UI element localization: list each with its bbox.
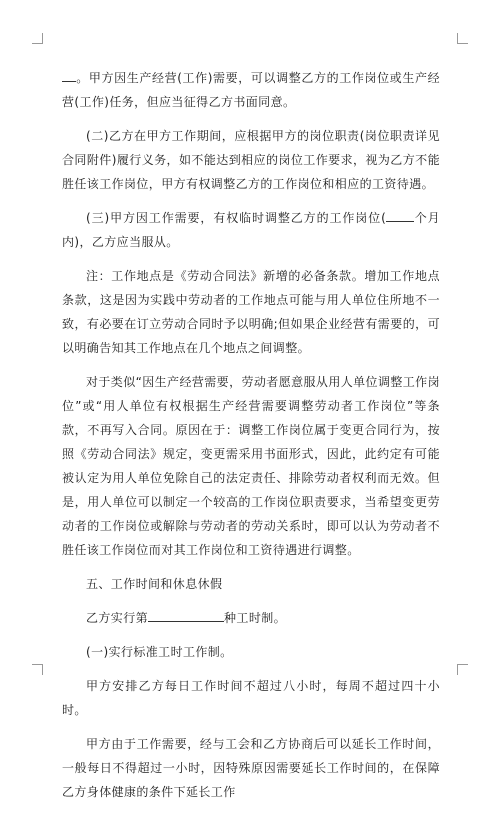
blank-months [386, 209, 414, 222]
paragraph-clause-explanation: 对于类似“因生产经营需要，劳动者愿意服从用人单位调整工作岗位”或“用人单位有权根据生产经营需要调整劳动者工作岗位”等条款，不再写入合同。原因在于：调整工作岗位属于变更合同行为，按照《劳动合同法》规定，变更需采用书面形式，因此，此约定有可能被认定为用人单位免除自己的法定责任、排除劳动者权利而无效。但是，用人单位可以制定一个较高的工作岗位职责要求，当希望变更劳动者的工作岗位或解除与劳动者的劳动关系时，即可以认为劳动者不胜任该工作岗位而对其工作岗位和工资待遇进行调整。 [62, 375, 440, 557]
paragraph-working-hours-system [62, 606, 440, 630]
document-body [62, 66, 440, 814]
paragraph-daily-hours: 甲方安排乙方每日工作时间不超过八小时，每周不超过四十小时。 [62, 679, 440, 717]
paragraph-duty-requirements: (二)乙方在甲方工作期间，应根据甲方的岗位职责(岗位职责详见合同附件)履行义务，如不能达到相应的岗位工作要求，视为乙方不能胜任该工作岗位，甲方有权调整乙方的工作岗位和相应的工资待遇。 [62, 129, 440, 191]
paragraph-text: 个月内)，乙方应当服从。 [62, 211, 440, 249]
crop-mark-top-right [457, 33, 468, 44]
crop-mark-bottom-left [32, 664, 43, 675]
blank-hours-system [148, 609, 224, 622]
section-heading-working-hours: 五、工作时间和休息休假 [86, 577, 223, 591]
paragraph-job-adjustment [62, 66, 440, 114]
crop-mark-top-left [32, 33, 43, 44]
paragraph-note-work-location: 注：工作地点是《劳动合同法》新增的必备条款。增加工作地点条款，这是因为实践中劳动者的工作地点可能与用人单位住所地不一致，有必要在订立劳动合同时予以明确;但如果企业经营有需要的，可以明确告知其工作地点在几个地点之间调整。 [62, 269, 440, 355]
paragraph-temporary-adjustment [62, 206, 440, 254]
blank-field [62, 69, 76, 82]
paragraph-standard-hours-heading: (一)实行标准工时工作制。 [86, 645, 233, 659]
crop-mark-bottom-right [457, 664, 468, 675]
paragraph-text: 。甲方因生产经营(工作)需要，可以调整乙方的工作岗位或生产经营(工作)任务，但应当征得乙方书面同意。 [62, 71, 440, 109]
paragraph-text: 乙方实行第 [86, 611, 149, 625]
paragraph-overtime: 甲方由于工作需要，经与工会和乙方协商后可以延长工作时间，一般每日不得超过一小时，因特殊原因需要延长工作时间的，在保障乙方身体健康的条件下延长工作 [62, 737, 440, 799]
paragraph-text: 种工时制。 [224, 611, 287, 625]
paragraph-text: (三)甲方因工作需要，有权临时调整乙方的工作岗位( [86, 211, 387, 225]
